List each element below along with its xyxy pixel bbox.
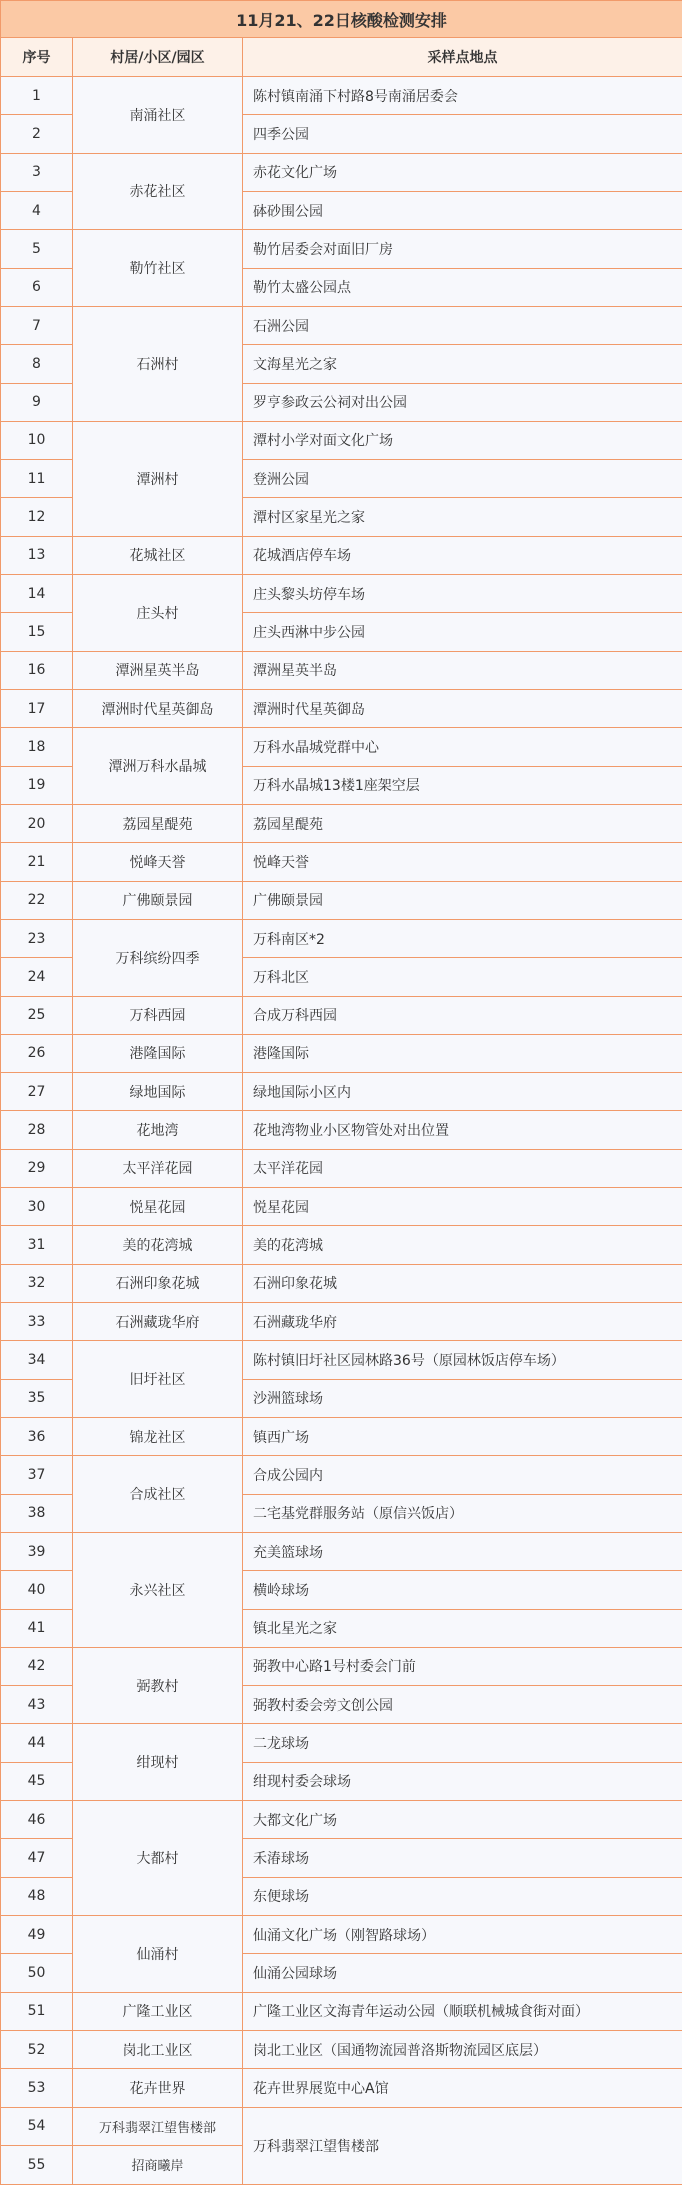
- community-name: 广隆工业区: [73, 1992, 243, 2030]
- sampling-site: 花城酒店停车场: [243, 536, 682, 574]
- table-row: [1, 1264, 682, 1302]
- row-number: 44: [1, 1724, 73, 1762]
- community-name: 潭洲村: [73, 421, 243, 536]
- sampling-site: 登洲公园: [243, 460, 682, 498]
- sampling-site: 弼教中心路1号村委会门前: [243, 1647, 682, 1685]
- row-number: 50: [1, 1954, 73, 1992]
- sampling-site: 砵砂围公园: [243, 191, 682, 229]
- table-row: [1, 1149, 682, 1187]
- sampling-site: 文海星光之家: [243, 345, 682, 383]
- community-name: 花卉世界: [73, 2069, 243, 2107]
- row-number: 11: [1, 460, 73, 498]
- table-row: [1, 230, 682, 268]
- sampling-site: 二宅基党群服务站（原信兴饭店）: [243, 1494, 682, 1532]
- sampling-site: 禾湷球场: [243, 1839, 682, 1877]
- community-name: 荔园星醍苑: [73, 804, 243, 842]
- sampling-site: 充美篮球场: [243, 1532, 682, 1570]
- row-number: 42: [1, 1647, 73, 1685]
- sampling-site: 美的花湾城: [243, 1226, 682, 1264]
- sampling-site: 沙洲篮球场: [243, 1379, 682, 1417]
- row-number: 40: [1, 1571, 73, 1609]
- row-number: 45: [1, 1762, 73, 1800]
- row-number: 9: [1, 383, 73, 421]
- community-name: 潭洲时代星英御岛: [73, 690, 243, 728]
- row-number: 19: [1, 766, 73, 804]
- sampling-site: 陈村镇南涌下村路8号南涌居委会: [243, 77, 682, 115]
- table-row: [1, 306, 682, 344]
- row-number: 31: [1, 1226, 73, 1264]
- community-name: 勒竹社区: [73, 230, 243, 307]
- sampling-site: 罗亨参政云公祠对出公园: [243, 383, 682, 421]
- community-name: 万科缤纷四季: [73, 919, 243, 996]
- community-name: 万科翡翠江望售楼部: [73, 2107, 243, 2145]
- community-name: 石洲藏珑华府: [73, 1303, 243, 1341]
- sampling-site: 潭村区家星光之家: [243, 498, 682, 536]
- row-number: 54: [1, 2107, 73, 2145]
- table-row: [1, 2107, 682, 2145]
- row-number: 14: [1, 575, 73, 613]
- row-number: 20: [1, 804, 73, 842]
- table-row: [1, 1341, 682, 1379]
- sampling-site: 石洲印象花城: [243, 1264, 682, 1302]
- row-number: 2: [1, 115, 73, 153]
- row-number: 26: [1, 1034, 73, 1072]
- row-number: 52: [1, 2030, 73, 2068]
- row-number: 8: [1, 345, 73, 383]
- table-row: [1, 881, 682, 919]
- sampling-site: 悦峰天誉: [243, 843, 682, 881]
- community-name: 招商曦岸: [73, 2145, 243, 2184]
- sampling-site: 荔园星醍苑: [243, 804, 682, 842]
- sampling-site: 镇北星光之家: [243, 1609, 682, 1647]
- table-row: [1, 843, 682, 881]
- sampling-site: 镇西广场: [243, 1417, 682, 1455]
- sampling-site: 万科水晶城党群中心: [243, 728, 682, 766]
- community-name: 岗北工业区: [73, 2030, 243, 2068]
- sampling-site: 港隆国际: [243, 1034, 682, 1072]
- table-row: [1, 1188, 682, 1226]
- sampling-site: 横岭球场: [243, 1571, 682, 1609]
- sampling-site: 万科南区*2: [243, 919, 682, 957]
- community-name: 大都村: [73, 1801, 243, 1916]
- sampling-site: 石洲公园: [243, 306, 682, 344]
- sampling-site: 潭洲星英半岛: [243, 651, 682, 689]
- row-number: 24: [1, 958, 73, 996]
- row-number: 49: [1, 1916, 73, 1954]
- table-row: [1, 1034, 682, 1072]
- table-body: [1, 77, 682, 2185]
- row-number: 4: [1, 191, 73, 229]
- sampling-site: 大都文化广场: [243, 1801, 682, 1839]
- sampling-site: 花地湾物业小区物管处对出位置: [243, 1111, 682, 1149]
- table-row: [1, 1456, 682, 1494]
- community-name: 太平洋花园: [73, 1149, 243, 1187]
- row-number: 23: [1, 919, 73, 957]
- row-number: 12: [1, 498, 73, 536]
- community-name: 庄头村: [73, 575, 243, 652]
- community-name: 悦星花园: [73, 1188, 243, 1226]
- row-number: 55: [1, 2145, 73, 2184]
- sampling-site: 万科北区: [243, 958, 682, 996]
- header-community: 村居/小区/园区: [73, 38, 243, 77]
- community-name: 广佛颐景园: [73, 881, 243, 919]
- community-name: 潭洲星英半岛: [73, 651, 243, 689]
- community-name: 港隆国际: [73, 1034, 243, 1072]
- sampling-site: 弼教村委会旁文创公园: [243, 1686, 682, 1724]
- row-number: 39: [1, 1532, 73, 1570]
- table-row: [1, 804, 682, 842]
- community-name: 悦峰天誉: [73, 843, 243, 881]
- row-number: 41: [1, 1609, 73, 1647]
- community-name: 花城社区: [73, 536, 243, 574]
- sampling-site: 庄头黎头坊停车场: [243, 575, 682, 613]
- row-number: 5: [1, 230, 73, 268]
- community-name: 永兴社区: [73, 1532, 243, 1647]
- sampling-site: 绀现村委会球场: [243, 1762, 682, 1800]
- title-row: [1, 1, 682, 38]
- table-row: [1, 1801, 682, 1839]
- table-row: [1, 536, 682, 574]
- table-row: [1, 2030, 682, 2068]
- community-name: 绀现村: [73, 1724, 243, 1801]
- community-name: 石洲村: [73, 306, 243, 421]
- table-row: [1, 690, 682, 728]
- sampling-site: 万科水晶城13楼1座架空层: [243, 766, 682, 804]
- table-row: [1, 1303, 682, 1341]
- community-name: 万科西园: [73, 996, 243, 1034]
- sampling-site: 东便球场: [243, 1877, 682, 1915]
- table-row: [1, 728, 682, 766]
- row-number: 17: [1, 690, 73, 728]
- row-number: 10: [1, 421, 73, 459]
- sampling-site: 绿地国际小区内: [243, 1073, 682, 1111]
- sampling-site: 广佛颐景园: [243, 881, 682, 919]
- sampling-site: 潭村小学对面文化广场: [243, 421, 682, 459]
- table-row: [1, 1647, 682, 1685]
- row-number: 48: [1, 1877, 73, 1915]
- sampling-site: 广隆工业区文海青年运动公园（顺联机械城食街对面）: [243, 1992, 682, 2030]
- table-row: [1, 1417, 682, 1455]
- table-row: [1, 1992, 682, 2030]
- row-number: 6: [1, 268, 73, 306]
- header-no: 序号: [1, 38, 73, 77]
- row-number: 34: [1, 1341, 73, 1379]
- sampling-site: 陈村镇旧圩社区园林路36号（原园林饭店停车场）: [243, 1341, 682, 1379]
- table-title: 11月21、22日核酸检测安排: [1, 1, 682, 38]
- row-number: 37: [1, 1456, 73, 1494]
- sampling-site: 悦星花园: [243, 1188, 682, 1226]
- community-name: 赤花社区: [73, 153, 243, 230]
- sampling-site: 庄头西淋中步公园: [243, 613, 682, 651]
- row-number: 38: [1, 1494, 73, 1532]
- table-row: [1, 1111, 682, 1149]
- sampling-site: 合成万科西园: [243, 996, 682, 1034]
- sampling-site: 仙涌公园球场: [243, 1954, 682, 1992]
- row-number: 43: [1, 1686, 73, 1724]
- sampling-site: 潭洲时代星英御岛: [243, 690, 682, 728]
- table-row: [1, 1916, 682, 1954]
- table-row: [1, 1532, 682, 1570]
- table-row: [1, 575, 682, 613]
- row-number: 18: [1, 728, 73, 766]
- table-row: [1, 77, 682, 115]
- sampling-site: 四季公园: [243, 115, 682, 153]
- community-name: 美的花湾城: [73, 1226, 243, 1264]
- row-number: 29: [1, 1149, 73, 1187]
- row-number: 53: [1, 2069, 73, 2107]
- community-name: 旧圩社区: [73, 1341, 243, 1418]
- sampling-site: 太平洋花园: [243, 1149, 682, 1187]
- row-number: 15: [1, 613, 73, 651]
- header-row: [1, 38, 682, 77]
- row-number: 3: [1, 153, 73, 191]
- community-name: 弼教村: [73, 1647, 243, 1724]
- sampling-site: 勒竹太盛公园点: [243, 268, 682, 306]
- sampling-site: 二龙球场: [243, 1724, 682, 1762]
- row-number: 22: [1, 881, 73, 919]
- table-row: [1, 1226, 682, 1264]
- row-number: 1: [1, 77, 73, 115]
- table-row: [1, 651, 682, 689]
- row-number: 16: [1, 651, 73, 689]
- row-number: 33: [1, 1303, 73, 1341]
- table-row: [1, 421, 682, 459]
- community-name: 合成社区: [73, 1456, 243, 1533]
- row-number: 13: [1, 536, 73, 574]
- table-row: [1, 1073, 682, 1111]
- sampling-site: 合成公园内: [243, 1456, 682, 1494]
- community-name: 绿地国际: [73, 1073, 243, 1111]
- row-number: 32: [1, 1264, 73, 1302]
- row-number: 7: [1, 306, 73, 344]
- community-name: 石洲印象花城: [73, 1264, 243, 1302]
- row-number: 25: [1, 996, 73, 1034]
- table-row: [1, 919, 682, 957]
- row-number: 21: [1, 843, 73, 881]
- community-name: 潭洲万科水晶城: [73, 728, 243, 805]
- sampling-site: 岗北工业区（国通物流园普洛斯物流园区底层）: [243, 2030, 682, 2068]
- row-number: 28: [1, 1111, 73, 1149]
- table-row: [1, 996, 682, 1034]
- sampling-site: 勒竹居委会对面旧厂房: [243, 230, 682, 268]
- row-number: 30: [1, 1188, 73, 1226]
- row-number: 36: [1, 1417, 73, 1455]
- table-row: [1, 2069, 682, 2107]
- sampling-site: 石洲藏珑华府: [243, 1303, 682, 1341]
- sampling-site: 仙涌文化广场（刚智路球场）: [243, 1916, 682, 1954]
- row-number: 27: [1, 1073, 73, 1111]
- row-number: 46: [1, 1801, 73, 1839]
- sampling-site: 花卉世界展览中心A馆: [243, 2069, 682, 2107]
- row-number: 47: [1, 1839, 73, 1877]
- row-number: 51: [1, 1992, 73, 2030]
- table-row: [1, 153, 682, 191]
- sampling-site: 万科翡翠江望售楼部: [243, 2107, 682, 2184]
- sampling-site: 赤花文化广场: [243, 153, 682, 191]
- header-site: 采样点地点: [243, 38, 682, 77]
- community-name: 南涌社区: [73, 77, 243, 154]
- row-number: 35: [1, 1379, 73, 1417]
- table-row: [1, 1724, 682, 1762]
- community-name: 锦龙社区: [73, 1417, 243, 1455]
- community-name: 仙涌村: [73, 1916, 243, 1993]
- community-name: 花地湾: [73, 1111, 243, 1149]
